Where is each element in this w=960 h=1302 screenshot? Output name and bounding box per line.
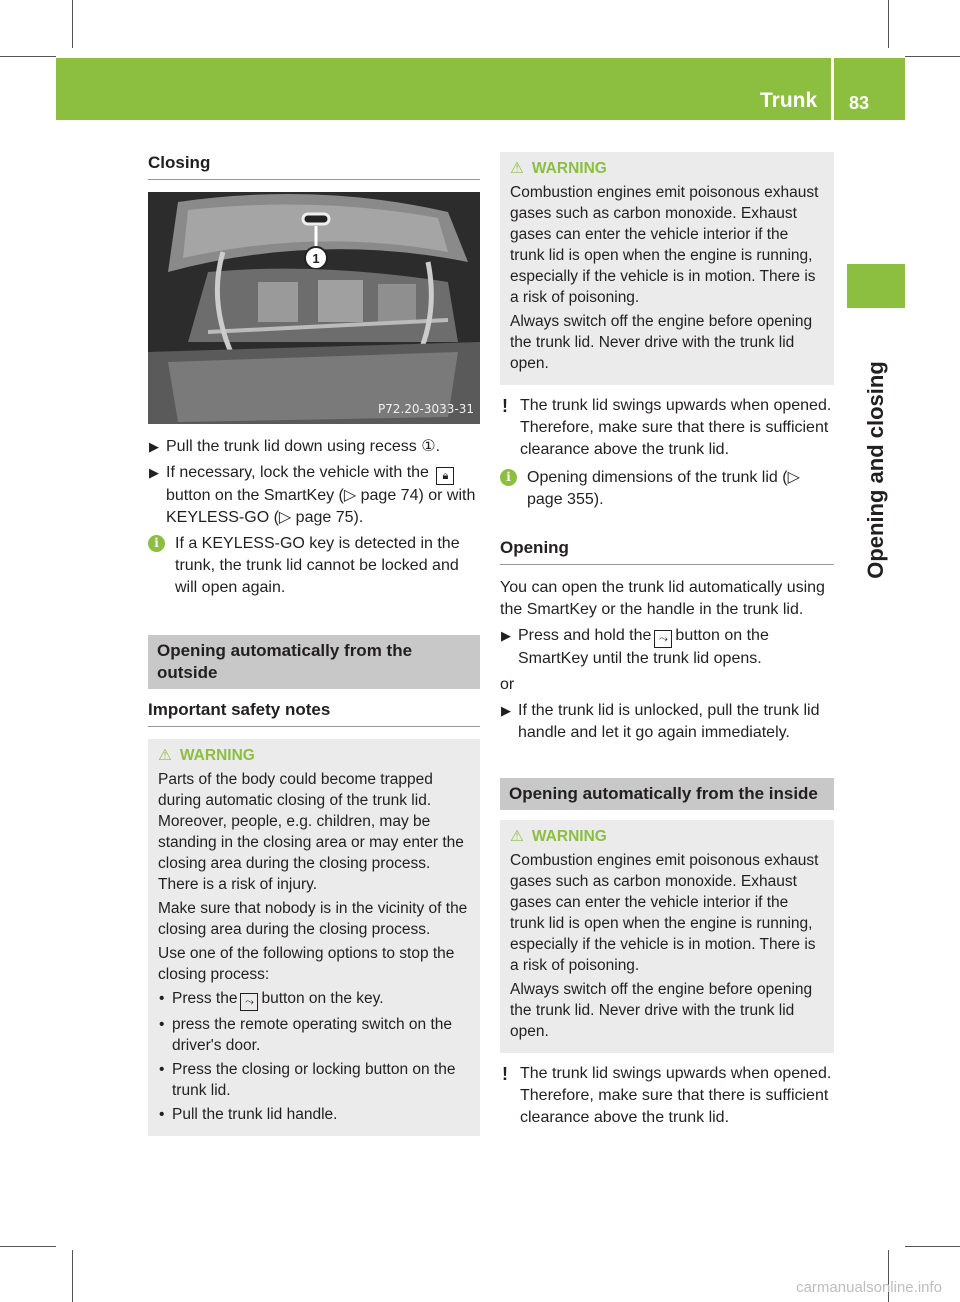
opening-heading: Opening: [500, 537, 834, 565]
exclamation-icon: !: [502, 396, 508, 416]
crop-mark: [0, 56, 56, 57]
page-number: 83: [849, 93, 870, 113]
warning-triangle-icon: ⚠: [510, 828, 524, 845]
crop-mark: [888, 0, 889, 48]
warning-triangle-icon: ⚠: [510, 160, 524, 177]
crop-mark: [72, 1250, 73, 1302]
arrow-icon: ▶: [149, 465, 159, 480]
warning-paragraph: Make sure that nobody is in the vicinity of the closing area during the closing process.: [158, 900, 468, 938]
note-clearance-2: [500, 1063, 834, 1129]
info-icon: i: [148, 535, 165, 552]
step-pull-handle: [500, 700, 834, 744]
left-column: [148, 152, 480, 1146]
warning-bullet: • press the remote operating switch on the driver's door.: [159, 1016, 453, 1054]
crop-mark: [0, 1246, 56, 1247]
warning-paragraph: Always switch off the engine before opening the trunk lid. Never drive with the trunk lid open.: [510, 313, 813, 372]
side-chapter-label: Opening and closing: [863, 361, 888, 579]
arrow-icon: ▶: [149, 439, 159, 454]
step-press-hold: ▶ Press and hold the ⤳ button on the SmartKey until the trunk lid opens.: [501, 627, 769, 667]
step-text: If necessary, lock the vehicle with the: [166, 464, 429, 481]
warning-box-exhaust-2: [500, 820, 834, 1053]
info-icon: i: [500, 469, 517, 486]
note-text: The trunk lid swings upwards when opened. Therefore, make sure that there is sufficient clearance above the trunk lid.: [520, 397, 832, 458]
trunk-button-icon: ⤳: [654, 630, 672, 648]
warning-paragraph: Use one of the following options to stop the closing process:: [158, 945, 455, 983]
warning-paragraph: Always switch off the engine before opening the trunk lid. Never drive with the trunk lid open.: [510, 981, 813, 1040]
closing-heading: Closing: [148, 152, 480, 180]
step-lock-vehicle: [148, 462, 480, 529]
info-keyless-go: [148, 533, 480, 599]
trunk-illustration: [148, 192, 480, 424]
exclamation-icon: !: [502, 1064, 508, 1084]
trunk-photo: [148, 192, 480, 424]
info-text: Opening dimensions of the trunk lid (▷ page 355).: [527, 469, 800, 508]
section-title-outside: Opening automatically from the outside: [148, 635, 480, 689]
crop-mark: [72, 0, 73, 48]
warning-title: ⚠ WARNING: [158, 747, 255, 764]
note-clearance: [500, 395, 834, 461]
warning-box-trapping: [148, 739, 480, 1136]
lock-button-icon: 🔒︎: [436, 467, 454, 485]
svg-text:1: 1: [312, 251, 320, 266]
header-title: Trunk: [760, 89, 818, 112]
trunk-button-icon: ⤳: [240, 993, 258, 1011]
warning-bullet: • Press the ⤳ button on the key.: [158, 988, 472, 1011]
header-separator: [831, 58, 834, 120]
warning-triangle-icon: ⚠: [158, 747, 172, 764]
arrow-icon: ▶: [501, 703, 511, 718]
warning-title: ⚠ WARNING: [510, 828, 607, 845]
warning-paragraph: Combustion engines emit poisonous exhaust gases such as carbon monoxide. Exhaust gases can enter the vehicle interior if the trunk lid is open when the engine is running, especially if the vehicle is in motion. There is a risk of poisoning.: [510, 852, 819, 974]
warning-bullet: • Press the closing or locking button on the trunk lid.: [159, 1061, 456, 1099]
warning-paragraph: Combustion engines emit poisonous exhaust gases such as carbon monoxide. Exhaust gases can enter the vehicle interior if the trunk lid is open when the engine is running, especially if the vehicle is in motion. There is a risk of poisoning.: [510, 184, 819, 306]
info-text: If a KEYLESS-GO key is detected in the trunk, the trunk lid cannot be locked and will open again.: [175, 535, 460, 596]
step-pull-trunk-lid: [148, 436, 480, 458]
info-opening-dimensions: [500, 467, 834, 511]
or-text: or: [500, 676, 515, 693]
side-tab: [847, 264, 905, 308]
warning-box-exhaust: [500, 152, 834, 385]
warning-title: ⚠ WARNING: [510, 160, 607, 177]
warning-paragraph: Parts of the body could become trapped during automatic closing of the trunk lid. Moreover, people, e.g. children, may be standing in the closing area or may enter the closing area during the closing process. There is a risk of injury.: [158, 771, 464, 893]
crop-mark: [905, 56, 960, 57]
photo-code: P72.20-3033-31: [377, 402, 474, 416]
arrow-icon: ▶: [501, 628, 511, 643]
step-text: If the trunk lid is unlocked, pull the trunk lid handle and let it go again immediately.: [518, 702, 820, 741]
step-text: button on the SmartKey (▷ page 74) or with KEYLESS-GO (▷ page 75).: [166, 487, 476, 526]
watermark: carmanualsonline.info: [796, 1279, 942, 1296]
step-text: Pull the trunk lid down using recess ①.: [166, 438, 441, 455]
safety-notes-heading: Important safety notes: [148, 699, 480, 727]
crop-mark: [905, 1246, 960, 1247]
note-text: The trunk lid swings upwards when opened. Therefore, make sure that there is sufficient clearance above the trunk lid.: [520, 1065, 832, 1126]
opening-paragraph: You can open the trunk lid automatically using the SmartKey or the handle in the trunk lid.: [500, 579, 825, 618]
warning-bullet: • Pull the trunk lid handle.: [159, 1106, 338, 1123]
section-title-inside: Opening automatically from the inside: [500, 778, 834, 810]
right-column: [500, 152, 834, 1135]
